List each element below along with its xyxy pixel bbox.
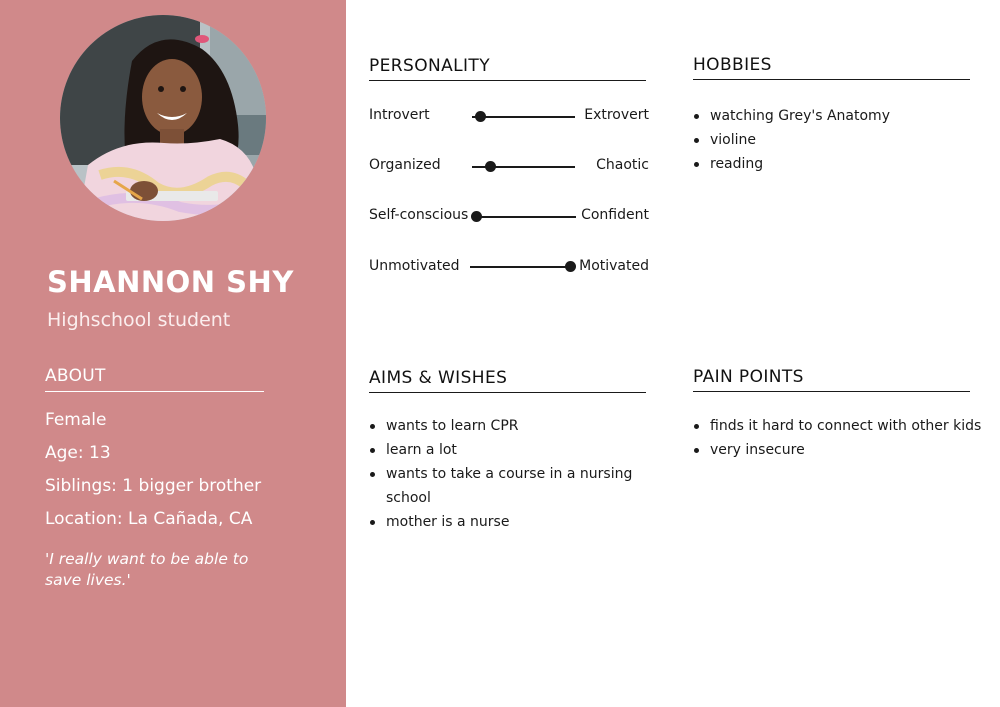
list-item <box>694 414 994 438</box>
trait-slider-knob <box>471 211 482 222</box>
list-item <box>694 104 890 128</box>
aim-text: wants to take a course in a nursing school <box>386 466 633 506</box>
profile-photo <box>60 15 266 221</box>
trait-slider-knob <box>485 161 496 172</box>
persona-quote: 'I really want to be able to save lives.' <box>45 550 249 589</box>
aim-text: wants to learn CPR <box>386 418 519 434</box>
personality-divider <box>369 80 646 81</box>
bullet-icon <box>370 472 375 477</box>
trait-left-label: Organized <box>369 157 441 173</box>
bullet-icon <box>694 162 699 167</box>
aim-text: mother is a nurse <box>386 514 510 530</box>
bullet-icon <box>370 424 375 429</box>
hobby-text: violine <box>710 132 757 148</box>
aims-divider <box>369 392 646 393</box>
fact-siblings: Siblings: 1 bigger brother <box>45 476 262 496</box>
bullet-icon <box>694 138 699 143</box>
trait-slider-knob <box>565 261 576 272</box>
aims-list <box>370 414 640 534</box>
aim-text: learn a lot <box>386 442 457 458</box>
trait-right-label: Motivated <box>579 258 649 274</box>
trait-right-label: Chaotic <box>596 157 649 173</box>
avatar <box>60 15 266 221</box>
trait-left-label: Introvert <box>369 107 430 123</box>
persona-role: Highschool student <box>47 309 231 331</box>
bullet-icon <box>694 448 699 453</box>
list-item <box>370 462 640 510</box>
trait-slider-track <box>476 216 576 218</box>
hobbies-divider <box>693 79 970 80</box>
trait-left-label: Self-conscious <box>369 207 469 223</box>
bullet-icon <box>694 424 699 429</box>
fact-age: Age: 13 <box>45 443 111 463</box>
about-divider <box>45 391 264 392</box>
about-heading: ABOUT <box>45 366 106 386</box>
bullet-icon <box>370 448 375 453</box>
trait-slider-knob <box>475 111 486 122</box>
list-item <box>694 438 994 462</box>
persona-name: SHANNON SHY <box>47 265 294 299</box>
aims-heading: AIMS & WISHES <box>369 368 508 388</box>
trait-right-label: Confident <box>581 207 649 223</box>
pain-points-divider <box>693 391 970 392</box>
personality-heading: PERSONALITY <box>369 56 490 76</box>
trait-slider-track <box>472 116 575 118</box>
pain-point-text: finds it hard to connect with other kids <box>710 418 982 434</box>
profile-sidebar <box>0 0 346 707</box>
trait-left-label: Unmotivated <box>369 258 460 274</box>
hobby-text: reading <box>710 156 764 172</box>
fact-location: Location: La Cañada, CA <box>45 509 253 529</box>
list-item <box>370 438 640 462</box>
list-item <box>370 510 640 534</box>
bullet-icon <box>370 520 375 525</box>
hobby-text: watching Grey's Anatomy <box>710 108 890 124</box>
list-item <box>694 128 890 152</box>
list-item <box>370 414 640 438</box>
hobbies-list <box>694 104 890 176</box>
about-facts <box>45 409 261 541</box>
pain-point-text: very insecure <box>710 442 805 458</box>
trait-slider-track <box>470 266 570 268</box>
bullet-icon <box>694 114 699 119</box>
trait-right-label: Extrovert <box>584 107 649 123</box>
list-item <box>694 152 890 176</box>
hobbies-heading: HOBBIES <box>693 55 772 75</box>
pain-points-list <box>694 414 994 462</box>
fact-gender: Female <box>45 410 107 430</box>
pain-points-heading: PAIN POINTS <box>693 367 804 387</box>
